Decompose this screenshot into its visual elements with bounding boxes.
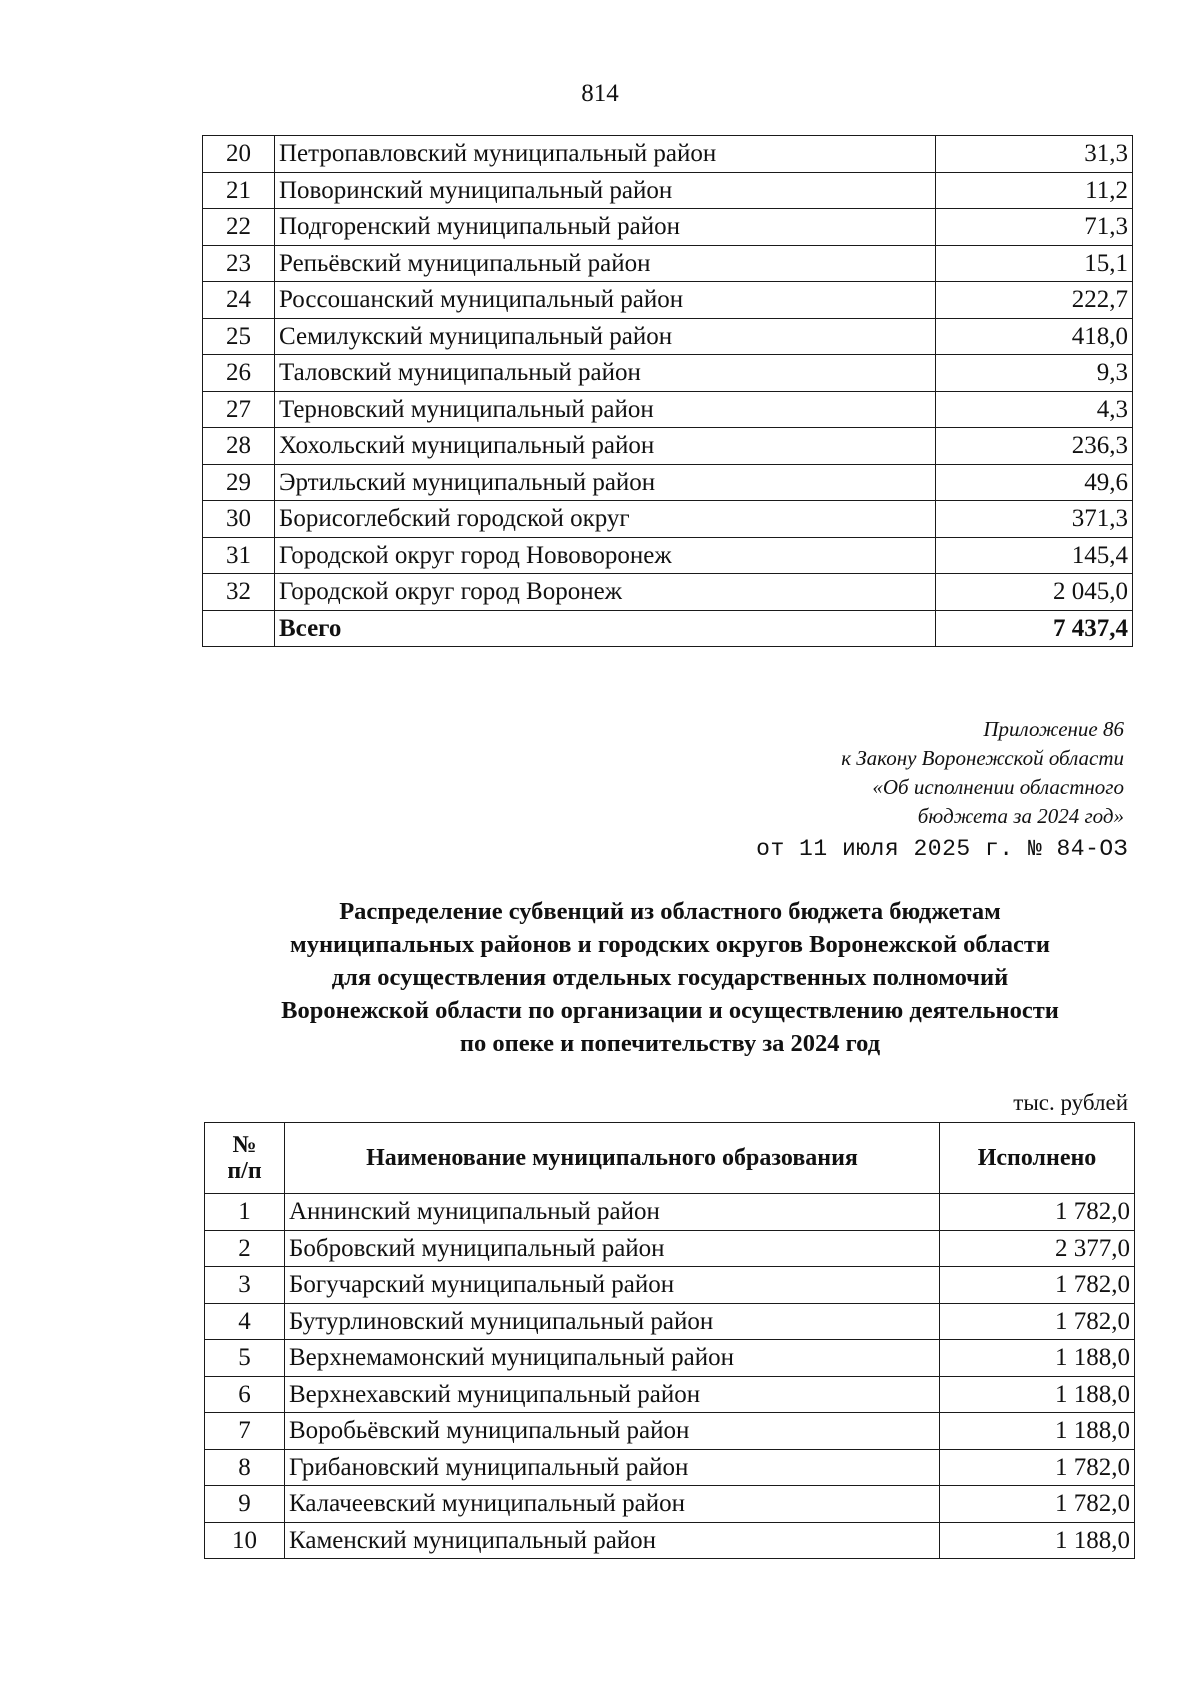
table-row bbox=[203, 391, 1133, 428]
municipality-name: Бобровский муниципальный район bbox=[285, 1230, 940, 1267]
header-num-line1: № bbox=[232, 1132, 257, 1158]
executed-amount: 236,3 bbox=[936, 428, 1133, 465]
table-row bbox=[203, 428, 1133, 465]
total-row bbox=[203, 610, 1133, 647]
municipality-name: Поворинский муниципальный район bbox=[275, 172, 936, 209]
municipality-name: Подгоренский муниципальный район bbox=[275, 209, 936, 246]
municipality-name: Репьёвский муниципальный район bbox=[275, 245, 936, 282]
table-row bbox=[203, 172, 1133, 209]
appendix-line: «Об исполнении областного bbox=[872, 775, 1124, 799]
table-row bbox=[205, 1267, 1135, 1304]
row-number: 21 bbox=[203, 172, 275, 209]
row-number: 27 bbox=[203, 391, 275, 428]
table-row bbox=[205, 1449, 1135, 1486]
table-row bbox=[203, 318, 1133, 355]
executed-amount: 1 782,0 bbox=[940, 1267, 1135, 1304]
appendix-line: к Закону Воронежской области bbox=[841, 746, 1124, 770]
executed-amount: 2 377,0 bbox=[940, 1230, 1135, 1267]
header-num-line2: п/п bbox=[227, 1158, 262, 1184]
header-value: Исполнено bbox=[940, 1123, 1135, 1194]
table-row bbox=[203, 537, 1133, 574]
row-number: 30 bbox=[203, 501, 275, 538]
municipality-name: Эртильский муниципальный район bbox=[275, 464, 936, 501]
executed-amount: 418,0 bbox=[936, 318, 1133, 355]
table-row bbox=[205, 1486, 1135, 1523]
row-number: 26 bbox=[203, 355, 275, 392]
table-row bbox=[203, 282, 1133, 319]
table-row bbox=[203, 209, 1133, 246]
table-row bbox=[205, 1230, 1135, 1267]
row-number: 25 bbox=[203, 318, 275, 355]
municipality-name: Грибановский муниципальный район bbox=[285, 1449, 940, 1486]
table-row bbox=[205, 1376, 1135, 1413]
row-number: 29 bbox=[203, 464, 275, 501]
executed-amount: 222,7 bbox=[936, 282, 1133, 319]
executed-amount: 1 188,0 bbox=[940, 1340, 1135, 1377]
title-line: Воронежской области по организации и осуществлению деятельности bbox=[281, 997, 1059, 1024]
row-number: 32 bbox=[203, 574, 275, 611]
row-number: 4 bbox=[205, 1303, 285, 1340]
appendix-line: бюджета за 2024 год» bbox=[917, 804, 1124, 828]
page-number: 814 bbox=[581, 80, 619, 107]
document-title bbox=[200, 895, 1140, 1060]
title-line: Распределение субвенций из областного бюджета бюджетам bbox=[339, 898, 1001, 925]
executed-amount: 9,3 bbox=[936, 355, 1133, 392]
municipality-name: Семилукский муниципальный район bbox=[275, 318, 936, 355]
municipality-name: Аннинский муниципальный район bbox=[285, 1194, 940, 1231]
row-number: 1 bbox=[205, 1194, 285, 1231]
table-row bbox=[205, 1413, 1135, 1450]
row-number: 9 bbox=[205, 1486, 285, 1523]
subsidies-table-body bbox=[205, 1194, 1135, 1559]
municipality-name: Калачеевский муниципальный район bbox=[285, 1486, 940, 1523]
executed-amount: 371,3 bbox=[936, 501, 1133, 538]
table-row bbox=[203, 464, 1133, 501]
municipality-name: Верхнемамонский муниципальный район bbox=[285, 1340, 940, 1377]
municipality-name: Городской округ город Нововоронеж bbox=[275, 537, 936, 574]
row-number: 7 bbox=[205, 1413, 285, 1450]
municipality-name: Богучарский муниципальный район bbox=[285, 1267, 940, 1304]
executed-amount: 4,3 bbox=[936, 391, 1133, 428]
appendix-line: Приложение 86 bbox=[983, 717, 1124, 741]
appendix-block bbox=[841, 715, 1124, 831]
header-name: Наименование муниципального образования bbox=[285, 1123, 940, 1194]
row-number: 20 bbox=[203, 136, 275, 173]
row-number: 24 bbox=[203, 282, 275, 319]
row-number: 28 bbox=[203, 428, 275, 465]
total-num-cell bbox=[203, 610, 275, 647]
row-number: 3 bbox=[205, 1267, 285, 1304]
municipality-name: Терновский муниципальный район bbox=[275, 391, 936, 428]
previous-table bbox=[202, 135, 1133, 647]
row-number: 22 bbox=[203, 209, 275, 246]
municipality-name: Петропавловский муниципальный район bbox=[275, 136, 936, 173]
header-row bbox=[205, 1123, 1135, 1194]
table-row bbox=[203, 245, 1133, 282]
title-line: для осуществления отдельных государственных полномочий bbox=[331, 964, 1009, 991]
municipality-name: Верхнехавский муниципальный район bbox=[285, 1376, 940, 1413]
table-row bbox=[203, 574, 1133, 611]
executed-amount: 49,6 bbox=[936, 464, 1133, 501]
municipality-name: Бутурлиновский муниципальный район bbox=[285, 1303, 940, 1340]
table-row bbox=[205, 1194, 1135, 1231]
municipality-name: Таловский муниципальный район bbox=[275, 355, 936, 392]
executed-amount: 2 045,0 bbox=[936, 574, 1133, 611]
units-label: тыс. рублей bbox=[1013, 1090, 1128, 1115]
row-number: 2 bbox=[205, 1230, 285, 1267]
table-row bbox=[205, 1340, 1135, 1377]
executed-amount: 15,1 bbox=[936, 245, 1133, 282]
executed-amount: 11,2 bbox=[936, 172, 1133, 209]
executed-amount: 1 782,0 bbox=[940, 1303, 1135, 1340]
row-number: 5 bbox=[205, 1340, 285, 1377]
table-row bbox=[203, 501, 1133, 538]
header-num bbox=[205, 1123, 285, 1194]
executed-amount: 1 782,0 bbox=[940, 1486, 1135, 1523]
row-number: 23 bbox=[203, 245, 275, 282]
table-row bbox=[205, 1522, 1135, 1559]
executed-amount: 31,3 bbox=[936, 136, 1133, 173]
total-value: 7 437,4 bbox=[936, 610, 1133, 647]
municipality-name: Воробьёвский муниципальный район bbox=[285, 1413, 940, 1450]
row-number: 6 bbox=[205, 1376, 285, 1413]
executed-amount: 145,4 bbox=[936, 537, 1133, 574]
row-number: 31 bbox=[203, 537, 275, 574]
law-date: от 11 июля 2025 г. № 84-ОЗ bbox=[756, 836, 1128, 862]
title-line: муниципальных районов и городских округов Воронежской области bbox=[290, 931, 1050, 958]
executed-amount: 1 188,0 bbox=[940, 1413, 1135, 1450]
executed-amount: 1 188,0 bbox=[940, 1522, 1135, 1559]
executed-amount: 1 782,0 bbox=[940, 1194, 1135, 1231]
municipality-name: Хохольский муниципальный район bbox=[275, 428, 936, 465]
total-label: Всего bbox=[275, 610, 936, 647]
table-row bbox=[203, 355, 1133, 392]
executed-amount: 71,3 bbox=[936, 209, 1133, 246]
title-line: по опеке и попечительству за 2024 год bbox=[459, 1030, 881, 1057]
previous-table-body bbox=[203, 136, 1133, 647]
executed-amount: 1 188,0 bbox=[940, 1376, 1135, 1413]
executed-amount: 1 782,0 bbox=[940, 1449, 1135, 1486]
table-row bbox=[205, 1303, 1135, 1340]
table-row bbox=[203, 136, 1133, 173]
row-number: 10 bbox=[205, 1522, 285, 1559]
municipality-name: Россошанский муниципальный район bbox=[275, 282, 936, 319]
municipality-name: Каменский муниципальный район bbox=[285, 1522, 940, 1559]
municipality-name: Борисоглебский городской округ bbox=[275, 501, 936, 538]
row-number: 8 bbox=[205, 1449, 285, 1486]
subsidies-table bbox=[204, 1122, 1135, 1559]
municipality-name: Городской округ город Воронеж bbox=[275, 574, 936, 611]
